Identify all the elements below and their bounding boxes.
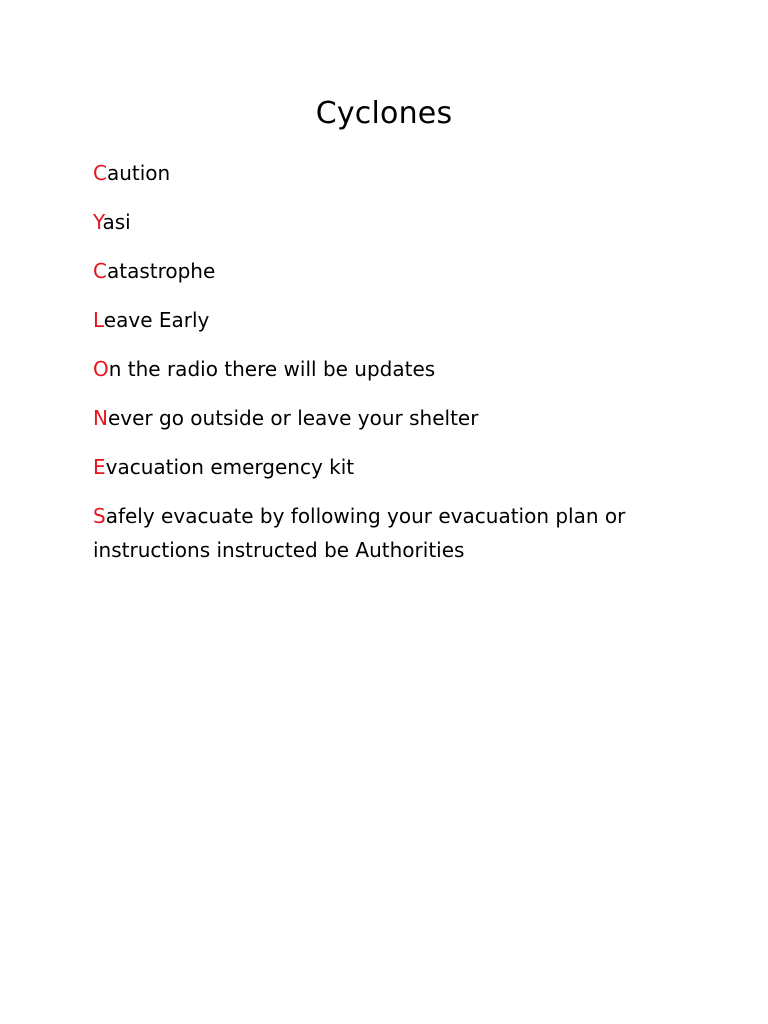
acrostic-letter: L [93,308,104,332]
acrostic-letter: Y [93,210,103,234]
list-item [93,450,693,484]
acrostic-text: atastrophe [106,259,216,283]
acrostic-text: eave Early [103,308,210,332]
acrostic-text: vacuation emergency kit [105,455,355,479]
acrostic-letter: O [93,357,109,381]
list-item [93,303,693,337]
acrostic-letter: C [93,259,107,283]
acrostic-text: n the radio there will be updates [108,357,436,381]
acrostic-text: aution [106,161,171,185]
acrostic-letter: N [93,406,108,430]
page-title: Cyclones [315,96,453,131]
list-item [93,254,693,288]
list-item [93,352,693,386]
list-item [93,499,673,567]
acrostic-letter: C [93,161,107,185]
list-item [93,205,693,239]
acrostic-text: afely evacuate by following your evacuation plan or instructions instructed be Authorities [93,504,626,562]
acrostic-letter: E [93,455,106,479]
acrostic-text: asi [102,210,131,234]
acrostic-letter: S [93,504,106,528]
acrostic-list [93,156,693,582]
list-item [93,401,693,435]
acrostic-text: ever go outside or leave your shelter [107,406,479,430]
list-item [93,156,693,190]
